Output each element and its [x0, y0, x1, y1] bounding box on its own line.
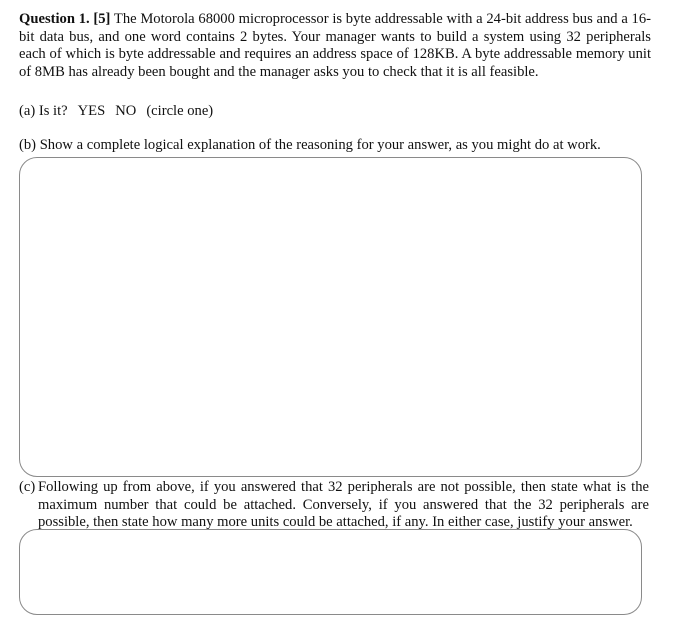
- part-c-label: (c): [19, 479, 36, 495]
- part-b-label: (b): [19, 137, 37, 153]
- part-b: [19, 137, 659, 155]
- part-a-label: (a): [19, 103, 36, 119]
- part-a-instruction: (circle one): [146, 103, 214, 119]
- question-marks: [5]: [93, 11, 111, 27]
- answer-box-b[interactable]: [19, 157, 642, 477]
- question-text: [19, 11, 651, 81]
- question-heading: [19, 11, 110, 27]
- part-a-prompt: Is it?: [38, 103, 68, 119]
- question-number: Question 1.: [19, 11, 90, 27]
- part-c-prompt: Following up from above, if you answered that 32 peripherals are not possible, then state what is the maximum number that could be attached. Conversely, if you answered that the 32 peripherals are possible, then state how many more units could be attached, if any. In either case, justify your answer.: [38, 479, 649, 530]
- option-no[interactable]: NO: [115, 103, 137, 119]
- part-b-prompt: Show a complete logical explanation of the reasoning for your answer, as you might do at work.: [39, 137, 601, 153]
- answer-box-c[interactable]: [19, 529, 642, 615]
- part-c: [19, 479, 649, 532]
- option-yes[interactable]: YES: [77, 103, 106, 119]
- question-body: The Motorola 68000 microprocessor is byte addressable with a 24-bit address bus and a 16-bit data bus, and one word contains 2 bytes. Your manager wants to build a system using 32 peripherals each of which is byte addressable and requires an address space of 128KB. A byte addressable memory unit of 8MB has already been bought and the manager asks you to check that it is all feasible.: [19, 11, 651, 80]
- part-a: [19, 103, 213, 121]
